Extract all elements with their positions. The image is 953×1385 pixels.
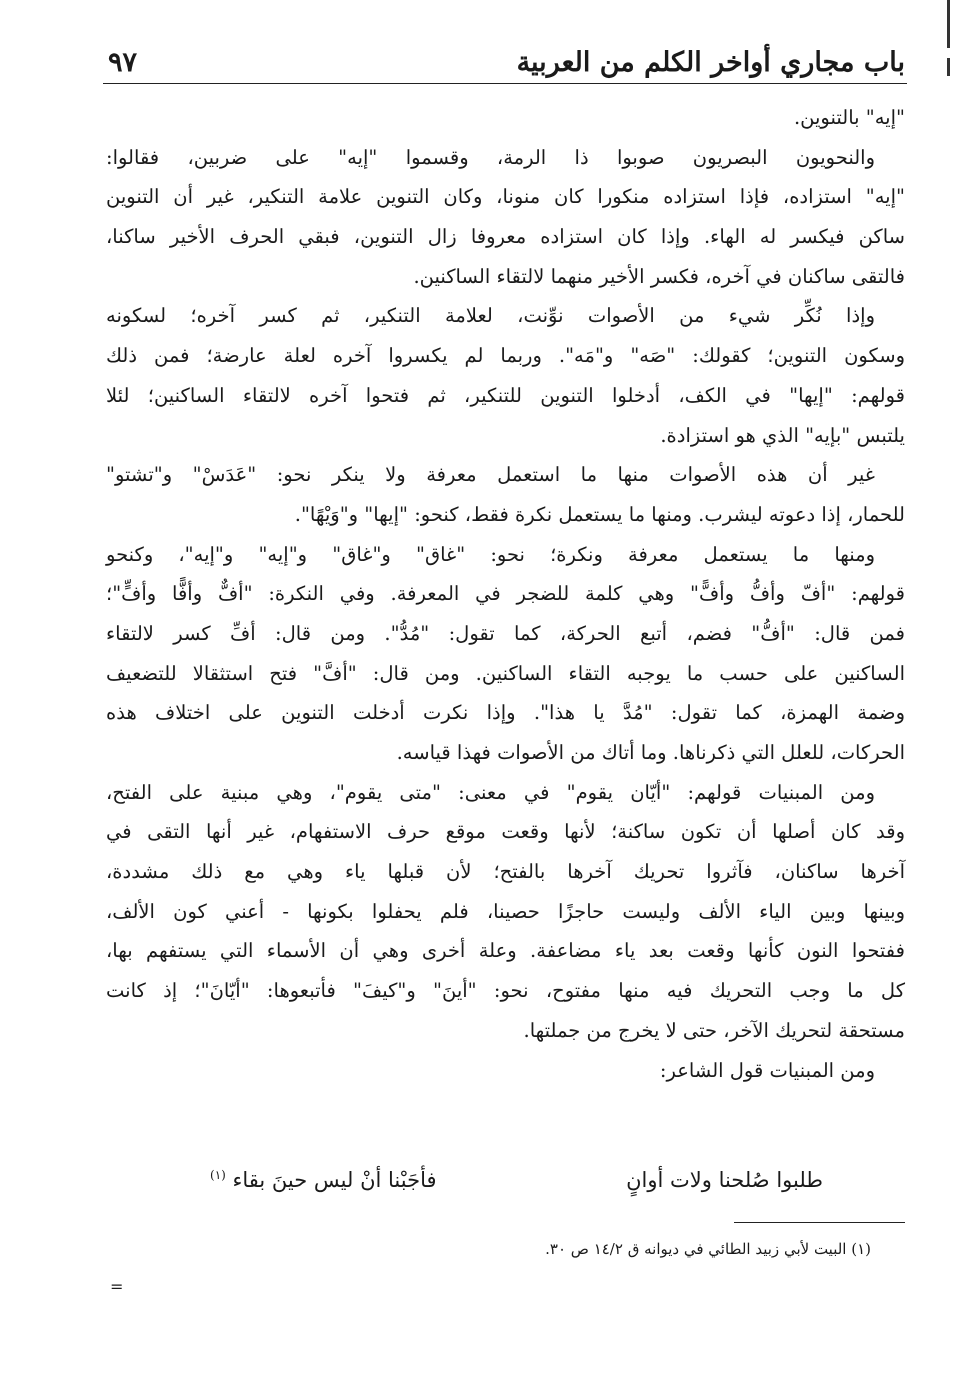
page-number: ٩٧ (108, 47, 138, 78)
verse-second-text: فأجَبْنا أنْ ليس حينَ بقاء (232, 1168, 437, 1192)
text-line: ومن المبنيات قولهم: "أيّان يقوم" في معنى: "متى يقوم"، وهي مبنية على الفتح، (106, 780, 875, 804)
text-line: قولهم: "إيها" في الكف، أدخلوا التنوين للتنكير، ثم فتحوا آخره لالتقاء الساكنين؛ لئلا (106, 383, 905, 407)
text-line: كل ما وجب التحريك فيه منها مفتوح، نحو: "أينَ" و"كيفَ" فأتبعوها: "أيّانَ"؛ إذ كانت (106, 979, 905, 1003)
page-edge-mark (947, 58, 950, 76)
text-line: وإذا نُكِّر شيء من الأصوات نوِّنت، لعلامة التنكير، ثم كسر آخره؛ لسكونه (106, 304, 875, 328)
text-line: غير أن هذه الأصوات منها ما استعمل معرفة ولا ينكر نحو: "عَدَسْ" و"تشتو" (106, 463, 875, 487)
poem-verse (210, 1168, 823, 1208)
page-header (108, 28, 905, 78)
footnote: (١) البيت لأبي زبيد الطائي في ديوانه ق ١٤/٢ ص ٣٠. (545, 1240, 871, 1258)
verse-first-hemistich: طلبوا صُلحنا ولات أوانٍ (626, 1168, 823, 1192)
text-line: الساكنين على حسب ما يوجبه التقاء الساكنين. ومن قال: "أفَّ" فتح استثقالا للتضعيف (106, 661, 905, 685)
text-line: آخرها ساكنان، فآثروا تحريك آخرها بالفتح؛ لأن قبلها ياء وهي مع ذلك مشددة، (106, 860, 905, 884)
page-edge-mark (947, 0, 950, 48)
footnote-rule (734, 1222, 905, 1223)
text-line: وبينها وبين الياء الألف وليست حاجزًا حصينا، فلم يحفلوا بكونها - أعني كون الألف، (106, 899, 905, 923)
text-line: ومن المبنيات قول الشاعر: (659, 1058, 875, 1082)
chapter-title: باب مجاري أواخر الكلم من العربية (516, 47, 905, 78)
text-line: "إيه" استزاده، فإذا استزاده منكورا كان منونا، وكان التنوين علامة التنكير، غير أن التنوين (106, 185, 905, 209)
verse-second-hemistich (210, 1168, 437, 1208)
text-line: مستحقة لتحريك الآخر، حتى لا يخرج من جملتها. (523, 1018, 905, 1042)
text-line: ومنها ما يستعمل معرفة ونكرة؛ نحو: "غاق" و"غاق" و"إيه" و"إيه"، وكنحو (106, 542, 875, 566)
text-line: وسكون التنوين؛ كقولك: "صَه" و"مَه". وربما لم يكسروا آخره لعلة عارضة؛ فمن ذلك (106, 344, 905, 368)
text-line: قولهم: "أفّ وأفُّ وأفًّ" وهي كلمة للضجر في المعرفة. وفي النكرة: "أفٌّ وأفًّا وأفٍّ"؛ (106, 582, 905, 606)
continuation-mark: = (110, 1277, 124, 1296)
text-line: يلتبس "بإيه" الذي هو استزادة. (660, 423, 905, 447)
text-line: والنحويون البصريون صوبوا ذا الرمة، وقسموا "إيه" على ضربين، فقالوا: (106, 145, 875, 169)
text-line: وقد كان أصلها أن تكون ساكنة؛ لأنها وقعت موقع حرف الاستفهام، غير أنها التقى في (106, 820, 905, 844)
text-line: "إيه" بالتنوين. (793, 106, 905, 129)
text-line: فمن قال: "أفُّ" فضم، أتبع الحركة، كما تقول: "مُدُّ". ومن قال: أفِّ كسر لالتقاء (106, 621, 905, 645)
text-line: الحركات، للعلل التي ذكرناها. وما أتاك من الأصوات فهذا قياسه. (396, 741, 905, 764)
text-line: للحمار، إذا دعوته ليشرب. ومنها ما يستعمل نكرة فقط، كنحو: "إيها" و"وَيْهًا". (294, 502, 905, 526)
footnote-marker: (١) (210, 1168, 226, 1182)
text-line: وضمة الهمزة، كما تقول: "مُدَّ يا هذا". وإذا نكرت أدخلت التنوين على اختلاف هذه (106, 701, 905, 725)
header-rule (103, 83, 907, 84)
text-line: فالتقى ساكنان في آخره، فكسر الأخير منهما لالتقاء الساكنين. (413, 264, 905, 288)
text-line: ففتحوا النون كأنها وقعت بعد ياء مضاعفة. وعلة أخرى وهي أن الأسماء التي يستفهم بها، (106, 939, 905, 963)
body-text (106, 98, 905, 1090)
text-line: ساكن فيكسر له الهاء. وإذا كان استزاده معروفا زال التنوين، فبقي الحرف الأخير ساكنا، (106, 225, 905, 249)
